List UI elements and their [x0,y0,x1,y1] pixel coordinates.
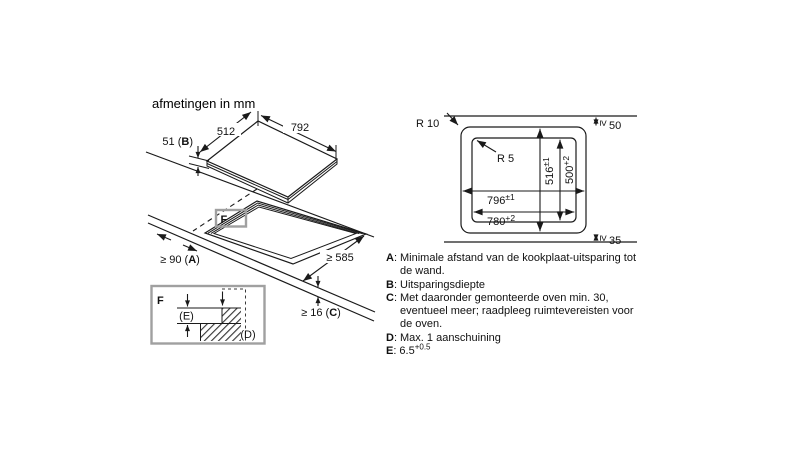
wall-line [146,152,374,237]
dim-wall-distance-label: ≥ 90 (A) [160,254,200,266]
hob-edge-lip [207,159,337,203]
dim-cutout-width-inner-label: $780^{+2}$ [487,213,516,228]
radius-outer-label: R 10 [416,118,440,130]
gte-icon: ≥ [597,235,609,242]
dim-cutout-width-inner [474,212,575,228]
cutout-plan-view [416,113,637,247]
drawing-title: afmetingen in mm [152,96,256,111]
detail-box-label: F [157,295,164,307]
dim-counter-depth [303,236,364,281]
dim-bottom-clearance-label: 35 [609,235,622,247]
legend-item-b: B: Uitsparingsdiepte [386,278,486,291]
dim-hob-depth-label: 512 [216,126,236,138]
radius-inner-label: R 5 [497,153,515,165]
dim-top-clearance [596,118,621,133]
dim-step-depth-label: (E) [179,310,194,323]
legend-item-e: E: $6.5^{+0.5}$ [386,342,431,358]
radius-inner-callout [477,141,514,166]
detail-f-view [152,286,265,344]
gte-icon: ≥ [597,120,609,127]
chamfer-label: (D) [240,329,256,341]
worktop-step-hatch [222,308,241,324]
dim-top-clearance-label: 50 [609,120,622,132]
dim-hob-height [162,136,209,176]
legend-item-a: A: Minimale afstand van de kookplaat-uitsparing tot de wand. [386,252,637,278]
dim-cutout-height-inner [560,140,576,221]
legend-item-c: C: Met daaronder gemonteerde oven min. 30, eventueel meer; raadpleeg ruimtevereisten voor de oven. [386,291,634,331]
dim-step-depth [176,294,197,337]
dim-wall-distance [157,234,200,266]
legend [386,252,639,358]
worktop-isometric-view [148,189,375,321]
worktop-body-hatch [201,324,242,342]
dim-worktop-thickness-label: ≥ 16 (C) [301,307,341,319]
detail-ref-label: F [220,214,228,226]
dim-hob-depth [200,111,258,152]
dim-hob-height-label: 51 (B) [162,136,193,148]
dim-cutout-height-inner-label: $500^{+2}$ [561,155,576,184]
dim-hob-width-label: 792 [290,122,310,134]
legend-item-d: D: Max. 1 aanschuining [386,331,501,344]
dim-cutout-width-outer-label: $796^{\pm 1}$ [487,192,515,207]
dim-bottom-clearance [596,235,621,248]
dim-counter-depth-label: ≥ 585 [326,252,354,264]
dim-cutout-height-outer [540,129,556,232]
dim-cutout-width-outer [463,191,585,207]
dim-cutout-height-outer-label: $516^{\pm 1}$ [541,157,556,185]
hob-isometric-view [146,111,374,237]
